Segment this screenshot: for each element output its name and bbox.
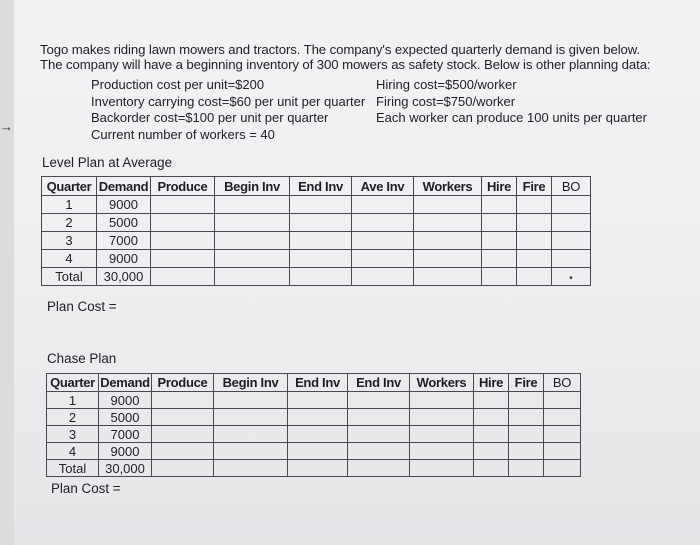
blank-cell[interactable] [215, 268, 290, 286]
planning-data-right [376, 77, 647, 127]
blank-cell[interactable] [414, 214, 482, 232]
blank-cell[interactable] [214, 460, 288, 477]
col-header-hire: Hire [474, 374, 509, 392]
blank-cell[interactable] [482, 232, 517, 250]
blank-cell[interactable] [474, 443, 509, 460]
demand-cell: 7000 [97, 232, 151, 250]
blank-cell[interactable] [152, 392, 214, 409]
blank-cell[interactable] [482, 214, 517, 232]
table-row [47, 409, 581, 426]
planning-data-left [91, 77, 365, 143]
quarter-cell: 3 [47, 426, 99, 443]
blank-cell[interactable] [215, 250, 290, 268]
table-row [42, 214, 591, 232]
quarter-cell: 4 [47, 443, 99, 460]
col-header-begin-inv: Begin Inv [215, 177, 290, 196]
quarter-cell: Total [42, 268, 97, 286]
blank-cell[interactable] [410, 409, 474, 426]
quarter-cell: 3 [42, 232, 97, 250]
col-header-bo: BO [544, 374, 581, 392]
col-header-end-inv: End Inv [290, 177, 352, 196]
blank-cell[interactable] [290, 232, 352, 250]
blank-cell[interactable] [410, 426, 474, 443]
blank-cell[interactable] [414, 250, 482, 268]
blank-cell[interactable] [482, 268, 517, 286]
table-row [47, 392, 581, 409]
intro-line-1: Togo makes riding lawn mowers and tractors. The company's expected quarterly demand is given below. [40, 42, 641, 57]
blank-cell[interactable] [348, 426, 410, 443]
blank-cell[interactable] [152, 409, 214, 426]
blank-cell[interactable] [288, 409, 348, 426]
blank-cell[interactable] [517, 196, 552, 214]
blank-cell[interactable] [348, 460, 410, 477]
blank-cell[interactable] [214, 409, 288, 426]
demand-cell: 9000 [97, 196, 151, 214]
col-header-bo: BO [552, 177, 591, 196]
level-plan-cost-label: Plan Cost = [47, 299, 117, 314]
hiring-cost: Hiring cost=$500/worker [376, 77, 517, 92]
blank-cell[interactable] [288, 426, 348, 443]
blank-cell[interactable] [517, 214, 552, 232]
col-header-workers: Workers [410, 374, 474, 392]
table-row [42, 196, 591, 214]
demand-cell: 9000 [99, 392, 152, 409]
chase-plan-title: Chase Plan [47, 351, 117, 366]
col-header-fire: Fire [509, 374, 544, 392]
blank-cell[interactable] [152, 460, 214, 477]
blank-cell[interactable] [552, 196, 591, 214]
chase-plan-table [46, 373, 581, 477]
blank-cell[interactable] [352, 268, 414, 286]
blank-cell[interactable] [414, 232, 482, 250]
table-row [47, 443, 581, 460]
col-header-workers: Workers [414, 177, 482, 196]
col-header-fire: Fire [517, 177, 552, 196]
table-row [42, 232, 591, 250]
blank-cell[interactable] [348, 392, 410, 409]
chase-plan-cost-label: Plan Cost = [51, 481, 121, 496]
blank-cell[interactable] [290, 196, 352, 214]
blank-cell[interactable] [509, 443, 544, 460]
current-workers: Current number of workers = 40 [91, 126, 275, 142]
demand-cell: 7000 [99, 426, 152, 443]
demand-cell: 5000 [99, 409, 152, 426]
blank-cell[interactable] [152, 443, 214, 460]
col-header-demand: Demand [100, 375, 150, 390]
table-total-row [42, 268, 591, 286]
blank-cell[interactable] [474, 426, 509, 443]
worker-capacity: Each worker can produce 100 units per quarter [376, 110, 647, 125]
blank-cell[interactable] [544, 409, 581, 426]
col-header-ave-inv: Ave Inv [352, 177, 414, 196]
demand-cell: 9000 [97, 250, 151, 268]
blank-cell[interactable] [544, 460, 581, 477]
blank-cell[interactable] [544, 392, 581, 409]
blank-cell[interactable] [509, 392, 544, 409]
demand-cell: 5000 [97, 214, 151, 232]
firing-cost: Firing cost=$750/worker [376, 93, 516, 109]
blank-cell[interactable] [517, 232, 552, 250]
blank-cell[interactable] [288, 460, 348, 477]
demand-cell: 30,000 [99, 460, 152, 477]
level-plan-table [41, 176, 591, 286]
blank-cell[interactable] [348, 409, 410, 426]
blank-cell[interactable] [290, 268, 352, 286]
blank-cell[interactable] [290, 250, 352, 268]
blank-cell[interactable] [410, 460, 474, 477]
inventory-carrying-cost: Inventory carrying cost=$60 per unit per quarter [91, 93, 366, 109]
blank-cell[interactable] [215, 232, 290, 250]
blank-cell[interactable] [151, 232, 215, 250]
col-header-quarter: Quarter [42, 177, 97, 196]
blank-cell[interactable] [352, 232, 414, 250]
col-header-produce: Produce [151, 177, 215, 196]
blank-cell[interactable] [214, 443, 288, 460]
arrow-mark-icon: → [0, 119, 13, 134]
blank-cell[interactable] [352, 250, 414, 268]
blank-cell[interactable] [474, 460, 509, 477]
table-header-row [47, 374, 581, 392]
blank-cell[interactable] [352, 196, 414, 214]
quarter-cell: 1 [42, 196, 97, 214]
blank-cell[interactable] [552, 250, 591, 268]
blank-cell[interactable] [482, 196, 517, 214]
blank-cell[interactable] [151, 250, 215, 268]
quarter-cell: 4 [42, 250, 97, 268]
blank-cell[interactable] [151, 196, 215, 214]
backorder-cost: Backorder cost=$100 per unit per quarter [91, 110, 329, 125]
blank-cell[interactable] [410, 443, 474, 460]
blank-cell[interactable] [151, 268, 215, 286]
demand-cell: 30,000 [97, 268, 151, 286]
col-header-end-inv: End Inv [288, 374, 348, 392]
blank-cell[interactable] [215, 196, 290, 214]
quarter-cell: 2 [42, 214, 97, 232]
table-row [47, 426, 581, 443]
blank-cell[interactable] [552, 232, 591, 250]
intro-line-2: The company will have a beginning inventory of 300 mowers as safety stock. Below is other planning data: [40, 57, 651, 72]
blank-cell[interactable] [214, 426, 288, 443]
blank-cell[interactable] [214, 392, 288, 409]
quarter-cell: Total [47, 460, 99, 477]
blank-cell[interactable] [414, 268, 482, 286]
blank-cell[interactable] [509, 426, 544, 443]
blank-cell[interactable] [544, 443, 581, 460]
dot-mark-icon: • [569, 273, 573, 284]
blank-cell[interactable] [544, 426, 581, 443]
production-cost: Production cost per unit=$200 [91, 77, 265, 92]
col-header-hire: Hire [482, 177, 517, 196]
blank-cell[interactable] [152, 426, 214, 443]
col-header-produce: Produce [152, 374, 214, 392]
blank-cell[interactable] [410, 392, 474, 409]
blank-cell[interactable] [215, 214, 290, 232]
blank-cell[interactable] [474, 392, 509, 409]
level-plan-title: Level Plan at Average [42, 155, 173, 170]
blank-cell[interactable] [552, 214, 591, 232]
table-row [42, 250, 591, 268]
blank-cell[interactable] [509, 409, 544, 426]
blank-cell[interactable] [517, 250, 552, 268]
blank-cell[interactable] [290, 214, 352, 232]
quarter-cell: 2 [47, 409, 99, 426]
blank-cell[interactable] [482, 250, 517, 268]
problem-intro [40, 42, 680, 72]
blank-cell[interactable] [348, 443, 410, 460]
blank-cell[interactable] [288, 392, 348, 409]
col-header-end-inv-2: End Inv [348, 374, 410, 392]
table-total-row [47, 460, 581, 477]
col-header-quarter: Quarter [47, 374, 99, 392]
blank-cell[interactable] [509, 460, 544, 477]
col-header-begin-inv: Begin Inv [214, 374, 288, 392]
blank-cell[interactable] [352, 214, 414, 232]
blank-cell[interactable] [288, 443, 348, 460]
blank-cell[interactable] [474, 409, 509, 426]
blank-cell[interactable] [552, 268, 591, 286]
col-header-demand: Demand [97, 177, 151, 196]
demand-cell: 9000 [99, 443, 152, 460]
blank-cell[interactable] [151, 214, 215, 232]
blank-cell[interactable] [414, 196, 482, 214]
blank-cell[interactable] [517, 268, 552, 286]
table-header-row [42, 177, 591, 196]
quarter-cell: 1 [47, 392, 99, 409]
